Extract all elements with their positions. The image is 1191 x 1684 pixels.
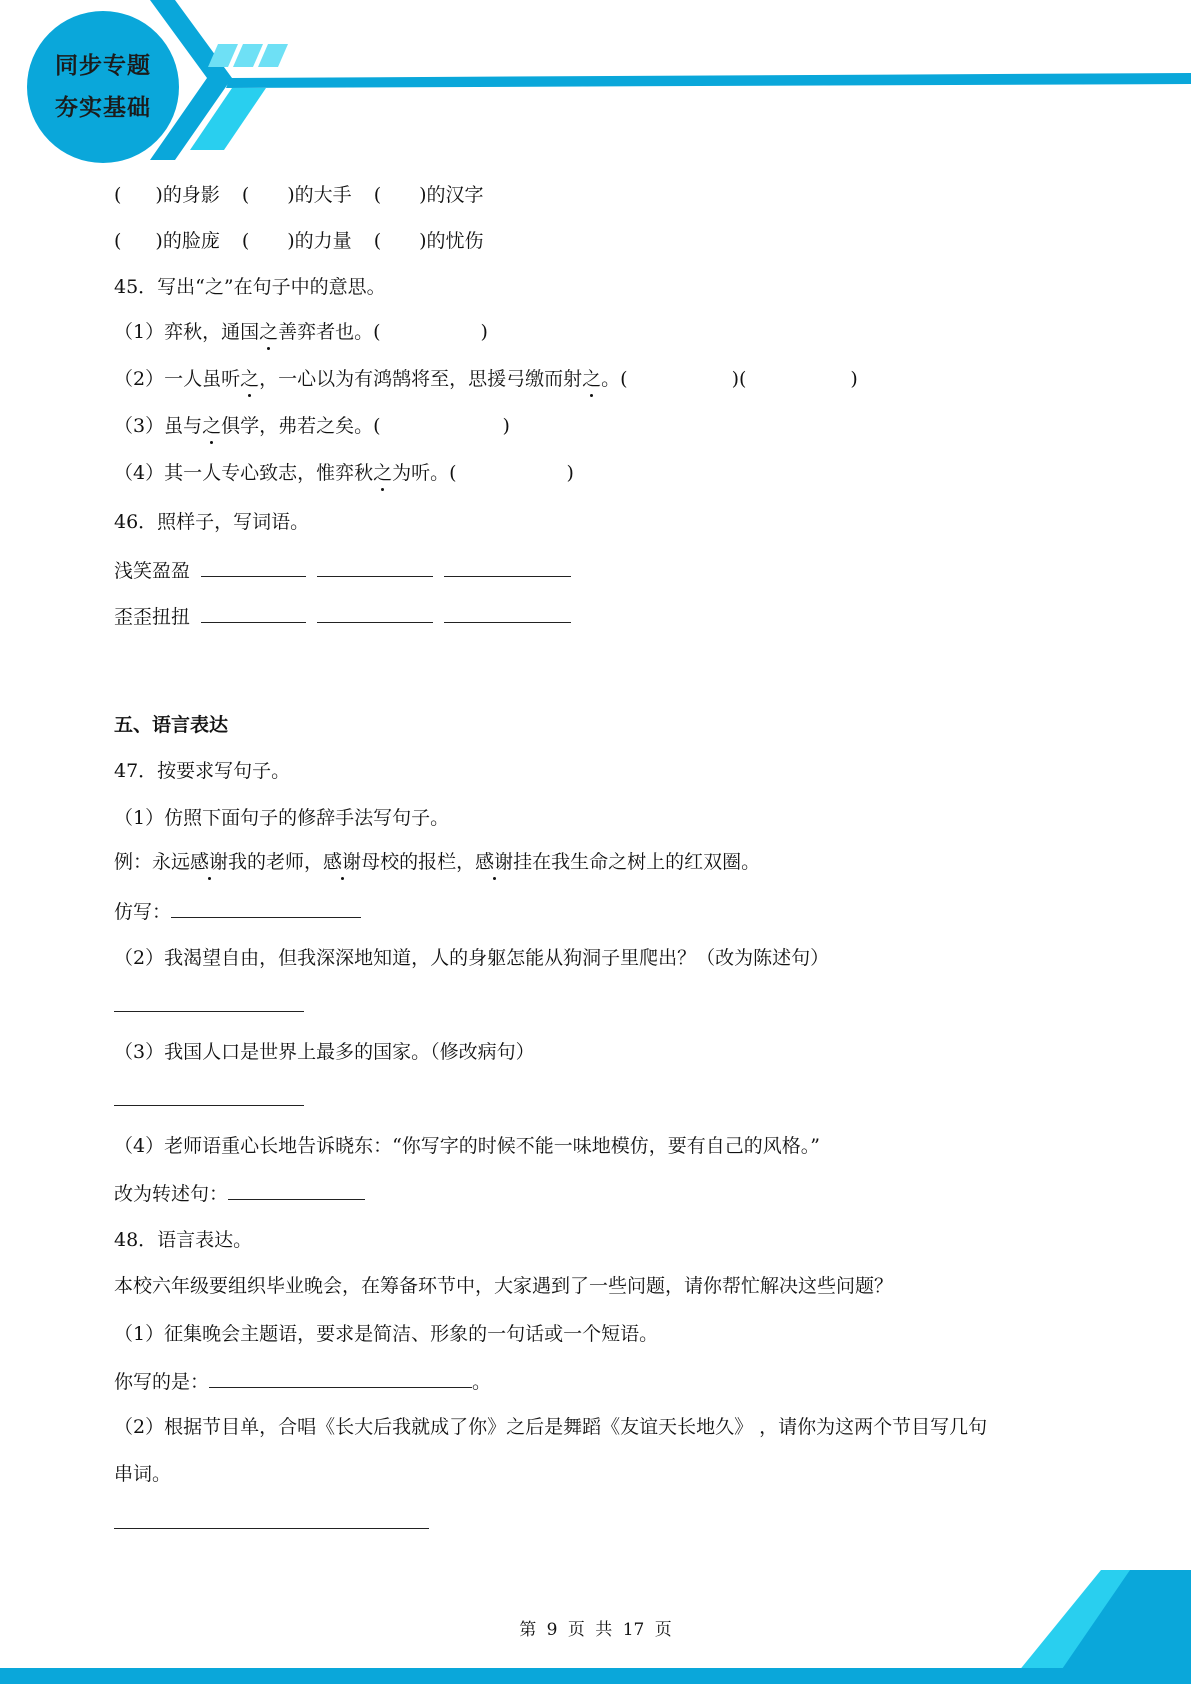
q48-answer-1: 你写的是： 。 bbox=[114, 1371, 492, 1393]
q48-title: 48．语言表达。 bbox=[114, 1229, 253, 1251]
answer-line[interactable] bbox=[171, 899, 361, 918]
stripe-3 bbox=[258, 44, 288, 67]
q47-part-4: （4）老师语重心长地告诉晓东：“你写字的时候不能一味地模仿，要有自己的风格。” bbox=[114, 1135, 821, 1157]
q48-intro: 本校六年级要组织毕业晚会，在筹备环节中，大家遇到了一些问题，请你帮忙解决这些问题？ bbox=[114, 1275, 894, 1297]
blank-line[interactable] bbox=[444, 604, 571, 623]
q48-answer-2 bbox=[114, 1510, 429, 1535]
badge-line-1: 同步专题 bbox=[55, 53, 151, 79]
answer-line[interactable] bbox=[114, 1510, 429, 1529]
q45-sentence-4: （4）其一人专心致志，惟弈秋之为听。( ) bbox=[114, 462, 574, 484]
emphasis-char: 之 bbox=[582, 368, 602, 390]
q45-sentence-1: （1）弈秋，通国之善弈者也。( ) bbox=[114, 321, 488, 343]
emphasis-char: 之 bbox=[259, 321, 279, 343]
q47-part-1: （1）仿照下面句子的修辞手法写句子。 bbox=[114, 807, 450, 829]
blank-line[interactable] bbox=[444, 558, 571, 577]
stripe-2 bbox=[233, 44, 263, 67]
q46-row-2: 歪歪扭扭 bbox=[114, 604, 571, 629]
q44-row-1: ( )的身影 ( )的大手 ( )的汉字 bbox=[114, 184, 484, 206]
q46-row-1: 浅笑盈盈 bbox=[114, 558, 571, 583]
badge-line-2: 夯实基础 bbox=[55, 95, 151, 121]
q48-part-2-line-2: 串词。 bbox=[114, 1463, 172, 1485]
q47-answer-2 bbox=[114, 993, 304, 1018]
q44-row-2: ( )的脸庞 ( )的力量 ( )的忧伤 bbox=[114, 230, 484, 252]
answer-line[interactable] bbox=[228, 1181, 365, 1200]
emphasis-char: 之 bbox=[202, 415, 222, 437]
emphasis-char: 之 bbox=[373, 462, 393, 484]
q48-part-1: （1）征集晚会主题语，要求是简洁、形象的一句话或一个短语。 bbox=[114, 1323, 659, 1345]
q46-title: 46．照样子，写词语。 bbox=[114, 511, 310, 533]
q47-example: 例：永远感谢我的老师，感谢母校的报栏，感谢挂在我生命之树上的红双圈。 bbox=[114, 851, 761, 873]
answer-line[interactable] bbox=[114, 1087, 304, 1106]
answer-line[interactable] bbox=[114, 993, 304, 1012]
page-header bbox=[0, 0, 1191, 160]
page-number: 第 9 页 共 17 页 bbox=[519, 1620, 672, 1640]
blank-line[interactable] bbox=[317, 604, 433, 623]
blank-line[interactable] bbox=[317, 558, 433, 577]
q47-answer-3 bbox=[114, 1087, 304, 1112]
section-title: 五、语言表达 bbox=[114, 714, 229, 736]
q47-imitate: 仿写： bbox=[114, 899, 361, 924]
footer-bar bbox=[0, 1668, 1191, 1684]
q47-part-3: （3）我国人口是世界上最多的国家。（修改病句） bbox=[114, 1041, 535, 1063]
blank-line[interactable] bbox=[201, 604, 306, 623]
q45-sentence-3: （3）虽与之俱学，弗若之矣。( ) bbox=[114, 415, 510, 437]
q47-title: 47．按要求写句子。 bbox=[114, 760, 291, 782]
q47-part-2: （2）我渴望自由，但我深深地知道，人的身躯怎能从狗洞子里爬出？（改为陈述句） bbox=[114, 947, 830, 969]
blank-line[interactable] bbox=[201, 558, 306, 577]
q45-title: 45．写出“之”在句子中的意思。 bbox=[114, 276, 386, 298]
emphasis-char: 之 bbox=[240, 368, 260, 390]
header-bar bbox=[226, 73, 1191, 88]
topic-badge bbox=[27, 11, 179, 163]
q48-part-2-line-1: （2）根据节目单，合唱《长大后我就成了你》之后是舞蹈《友谊天长地久》 ，请你为这两个节目写几句 bbox=[114, 1416, 988, 1438]
answer-line[interactable] bbox=[209, 1369, 472, 1388]
q47-answer-4: 改为转述句： bbox=[114, 1181, 365, 1206]
q45-sentence-2: （2）一人虽听之，一心以为有鸿鹄将至，思援弓缴而射之。( )( ) bbox=[114, 368, 858, 390]
